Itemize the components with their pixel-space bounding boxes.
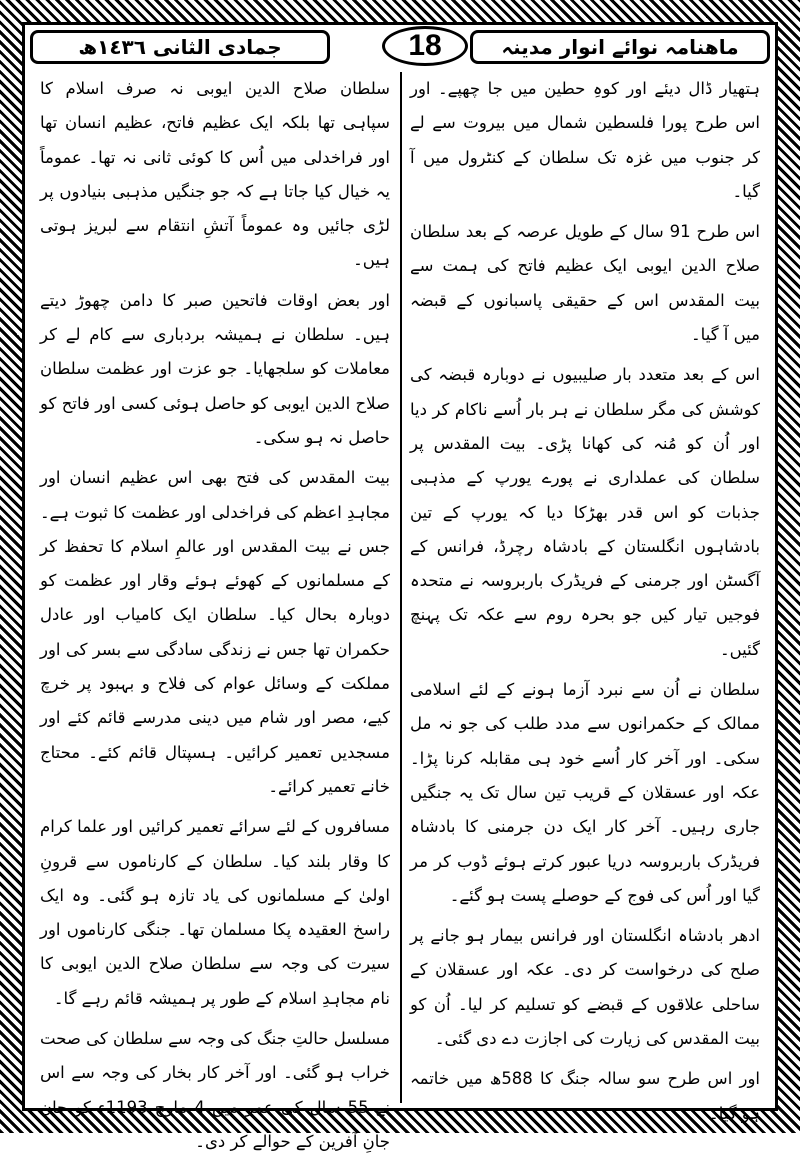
article-body: [32, 72, 768, 1151]
right-column: [410, 72, 761, 1123]
magazine-title: ماھنامہ نوائے انوار مدینہ: [470, 30, 770, 64]
paragraph: مسافروں کے لئے سرائے تعمیر کرائیں اور علما کرام کا وقار بلند کیا۔ سلطان کے کارناموں سے قرونِ اولیٰ کے مسلمانوں کی یاد تازہ ہو گئی۔ وہ ایک راسخ العقیدہ پکا مسلمان تھا۔ جنگی کارناموں اور سیرت کی وجہ سے سلطان صلاح الدین ایوبی کا نام مجاہدِ اسلام کے طور پر ہمیشہ قائم رہے گا۔: [40, 817, 390, 1008]
page-number: 18: [382, 26, 468, 66]
paragraph: ادھر بادشاہ انگلستان اور فرانس بیمار ہو جانے پر صلح کی درخواست کر دی۔ عکہ اور عسقلان کے ساحلی علاقوں کے قبضے کو تسلیم کر لیا۔ اُن کو بیت المقدس کی زیارت کی اجازت دے دی گئی۔: [410, 926, 760, 1049]
paragraph: اس کے بعد متعدد بار صلیبیوں نے دوبارہ قبضہ کی کوشش کی مگر سلطان نے ہر بار اُسے ناکام کر دیا اور اُن کو مُنہ کی کھانا پڑی۔ بیت المقدس پر سلطان کی عملداری نے پورے یورپ کے مذہبی جذبات کو اس قدر بھڑکا دیا کہ یورپ کے تین بادشاہوں انگلستان کے بادشاہ رچرڈ، فرانس کے آگسٹن اور جرمنی کے فریڈرک باربروسہ نے متحدہ فوجیں تیار کیں جو بحرہ روم سے عکہ تک پہنچ گئیں۔: [410, 365, 760, 659]
issue-date: جمادی الثانی ١٤٣٦ھ: [30, 30, 330, 64]
paragraph: سلطان صلاح الدین ایوبی نہ صرف اسلام کا سپاہی تھا بلکہ ایک عظیم فاتح، عظیم انسان تھا اور فراخدلی میں اُس کا کوئی ثانی نہ تھا۔ عموماً یہ خیال کیا جاتا ہے کہ جو جنگیں مذہبی بنیادوں پر لڑی جائیں وہ عموماً آتشِ انتقام سے لبریز ہوتی ہیں۔: [40, 79, 390, 270]
paragraph: بیت المقدس کی فتح بھی اس عظیم انسان اور مجاہدِ اعظم کی فراخدلی اور عظمت کا ثبوت ہے۔ جس نے بیت المقدس اور عالمِ اسلام کا تحفظ کر کے مسلمانوں کے کھوئے ہوئے وقار اور عظمت کو دوبارہ بحال کیا۔ سلطان ایک کامیاب اور عادل حکمران تھا جس نے زندگی سادگی سے بسر کی اور مملکت کے وسائل عوام کی فلاح و بہبود پر خرچ کیے، مصر اور شام میں دینی مدرسے قائم کئے اور مسجدیں تعمیر کرائیں۔ ہسپتال قائم کئے۔ محتاج خانے تعمیر کرائے۔: [40, 468, 390, 796]
paragraph: اور بعض اوقات فاتحین صبر کا دامن چھوڑ دیتے ہیں۔ سلطان نے ہمیشہ بردباری سے کام لے کر معاملات کو سلجھایا۔ جو عزت اور عظمت سلطان صلاح الدین ایوبی کو حاصل ہوئی کسی اور فاتح کو حاصل نہ ہو سکی۔: [40, 290, 390, 447]
paragraph: اور اس طرح سو سالہ جنگ کا 588ھ میں خاتمہ ہو گیا۔: [410, 1069, 760, 1123]
page-header: [30, 26, 770, 70]
left-column: [40, 72, 390, 1151]
paragraph: سلطان نے اُن سے نبرد آزما ہونے کے لئے اسلامی ممالک کے حکمرانوں سے مدد طلب کی جو نہ مل سکی۔ اور آخر کار اُسے خود ہی مقابلہ کرنا پڑا۔ عکہ اور عسقلان کے قریب تین سال تک یہ جنگیں جاری رہیں۔ آخر کار ایک دن جرمنی کا بادشاہ فریڈرک باربروسہ دریا عبور کرتے ہوئے ڈوب کر مر گیا اور اُس کی فوج کے حوصلے پست ہو گئے۔: [410, 680, 760, 905]
paragraph: اس طرح 91 سال کے طویل عرصہ کے بعد سلطان صلاح الدین ایوبی ایک عظیم فاتح کی ہمت سے بیت المقدس اس کے حقیقی پاسبانوں کے قبضہ میں آ گیا۔: [410, 222, 761, 345]
paragraph: مسلسل حالتِ جنگ کی وجہ سے سلطان کی صحت خراب ہو گئی۔ اور آخر کار بخار کی وجہ سے اس نے 55 سال کی عمر میں 4 مارچ 1193ء کو جان جانِ آفرین کے حوالے کر دی۔: [40, 1029, 390, 1151]
paragraph: ہتھیار ڈال دیئے اور کوہِ حطین میں جا چھپے۔ اور اس طرح پورا فلسطین شمال میں بیروت سے لے کر جنوب میں غزہ تک سلطان کے کنٹرول میں آ گیا۔: [410, 79, 760, 201]
column-divider: [400, 72, 402, 1103]
